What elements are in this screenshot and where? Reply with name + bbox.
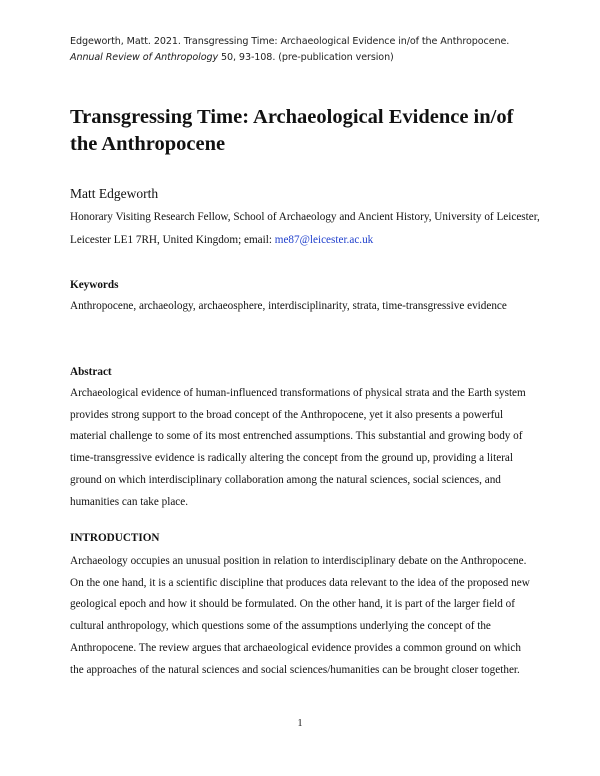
page-number: 1: [297, 718, 303, 729]
citation-header: [70, 34, 540, 66]
citation-text: Edgeworth, Matt. 2021. Transgressing Time: Archaeological Evidence in/of the Anthropocene.: [70, 36, 510, 47]
author-affiliation: [70, 206, 540, 252]
keywords-text: Anthropocene, archaeology, archaeosphere, interdisciplinarity, strata, time-transgressive evidence: [70, 300, 507, 312]
affiliation-text: Honorary Visiting Research Fellow, School of Archaeology and Ancient History, University of Leicester, Leicester LE1 7RH, United Kingdom; email:: [70, 211, 540, 246]
keywords-heading: Keywords: [70, 279, 119, 291]
abstract-heading: Abstract: [70, 366, 112, 378]
introduction-text: Archaeology occupies an unusual position in relation to interdisciplinary debate on the Anthropocene. On the one hand, it is a scientific discipline that produces data relevant to the idea of the proposed new geological epoch and how it should be formulated. On the other hand, it is part of the larger field of cultural anthropology, which questions some of the assumptions underlying the concept of the Anthropocene. The review argues that archaeological evidence provides a common ground on which the approaches of the natural sciences and social sciences/humanities can be brought closer together.: [70, 555, 530, 676]
introduction-heading: INTRODUCTION: [70, 532, 160, 544]
paper-title: Transgressing Time: Archaeological Evidence in/of the Anthropocene: [70, 106, 514, 155]
journal-name: Annual Review of Anthropology: [70, 52, 219, 63]
author-name: Matt Edgeworth: [70, 186, 159, 201]
citation-volume-pages: 50, 93-108. (pre-publication version): [218, 52, 394, 63]
email-link[interactable]: me87@leicester.ac.uk: [274, 234, 374, 246]
abstract-text: Archaeological evidence of human-influenced transformations of physical strata and the Earth system provides strong support to the broad concept of the Anthropocene, yet it also presents a powerful material challenge to some of its most entrenched assumptions. This substantial and growing body of time-transgressive evidence is radically altering the concept from the ground up, providing a literal ground on which interdisciplinary collaboration among the natural sciences, social sciences, and humanities can take place.: [70, 387, 526, 508]
